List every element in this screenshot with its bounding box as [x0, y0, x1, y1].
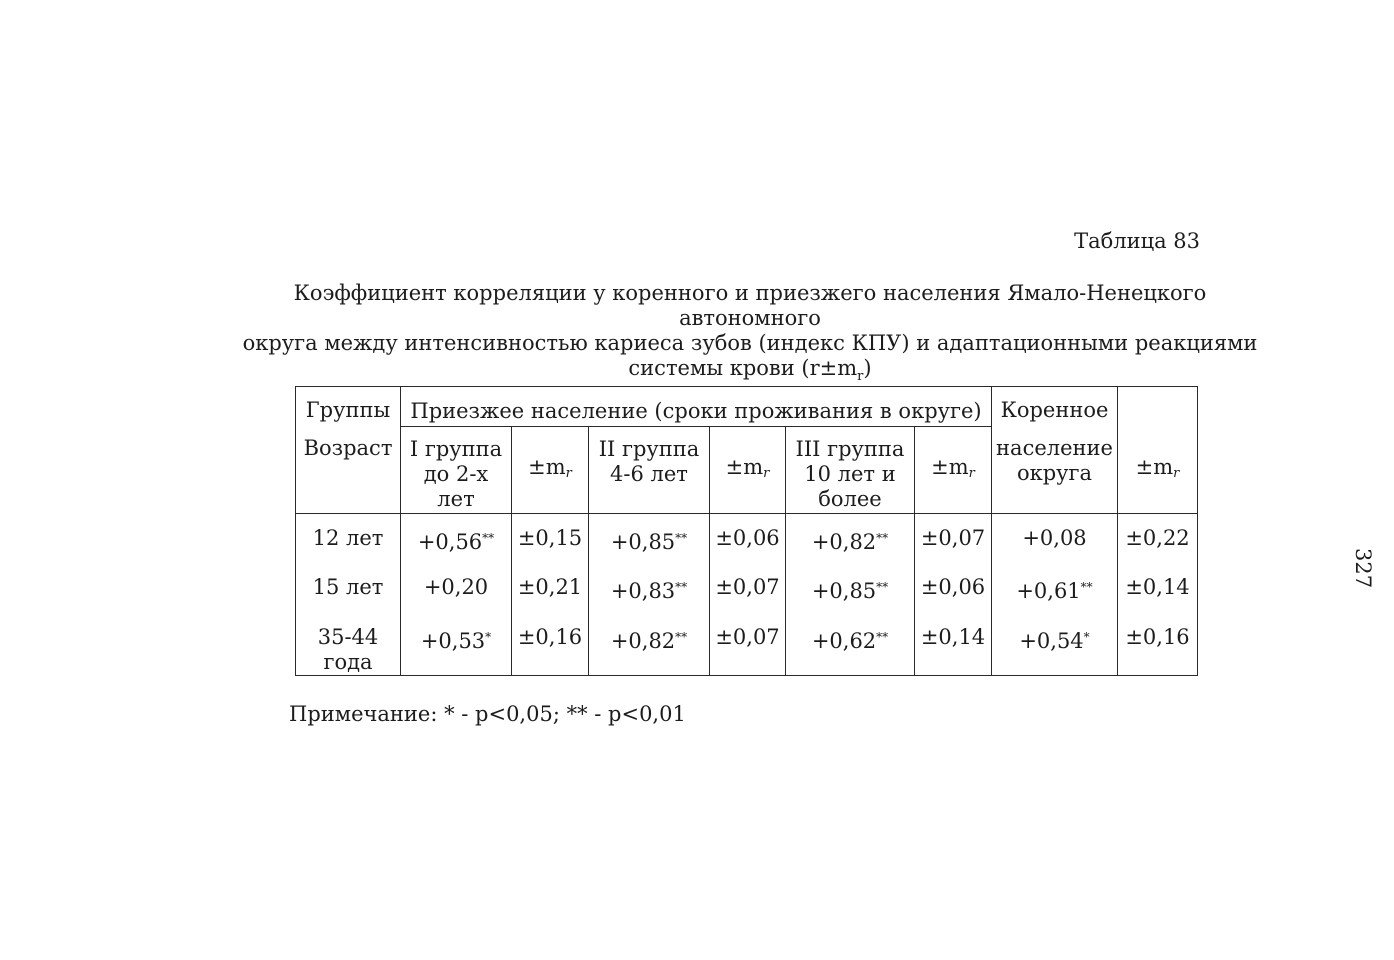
- table-cell: [786, 614, 915, 676]
- table-cell: [992, 564, 1118, 614]
- cell-value: ±0,14: [1125, 574, 1190, 599]
- row-age: [296, 514, 401, 564]
- significance-marker: **: [876, 531, 889, 545]
- significance-marker: **: [1080, 579, 1093, 594]
- table-cell: [915, 564, 992, 614]
- table-body: [296, 514, 1198, 676]
- header-pm-sub: r: [1173, 465, 1180, 481]
- header-native-line-2: население: [996, 436, 1113, 460]
- cell-value: ±0,06: [715, 526, 780, 550]
- table-cell: [512, 514, 589, 564]
- significance-marker: **: [675, 629, 688, 644]
- table-cell: [1118, 564, 1198, 614]
- header-group-3-line-2: 10 лет и: [804, 462, 896, 486]
- caption-subscript: r: [857, 369, 864, 385]
- caption-line-1: Коэффициент корреляции у коренного и приезжего населения Ямало-Ненецкого автономного: [293, 281, 1207, 330]
- significance-marker: **: [675, 531, 688, 545]
- table-cell: [710, 564, 786, 614]
- header-pm-main: ±m: [528, 454, 566, 479]
- caption-line-3-end: ): [863, 356, 872, 380]
- header-age: Возраст: [303, 436, 393, 460]
- correlation-table: [295, 386, 1198, 676]
- table-row: [296, 514, 1198, 564]
- table-cell: [992, 614, 1118, 676]
- header-group-1-line-3: лет: [437, 487, 475, 511]
- cell-value: ±0,14: [920, 624, 986, 649]
- table-cell: [710, 514, 786, 564]
- table-cell: [786, 564, 915, 614]
- table-cell: [589, 514, 710, 564]
- header-pm-main: ±m: [725, 454, 764, 479]
- cell-value: ±0,16: [517, 624, 583, 649]
- header-group-3: [786, 427, 915, 514]
- cell-value: +0,20: [423, 574, 489, 599]
- cell-value: ±0,06: [920, 574, 986, 599]
- table-number: Таблица 83: [1074, 229, 1200, 253]
- cell-value: +0,85: [610, 530, 676, 554]
- header-pm-main: ±m: [931, 454, 969, 479]
- significance-marker: **: [675, 579, 688, 594]
- page-number: 327: [1351, 548, 1375, 589]
- header-pm-sub: r: [968, 465, 975, 481]
- cell-value: +0,82: [610, 628, 676, 653]
- cell-value: +0,53: [420, 628, 486, 653]
- table-cell: [401, 514, 512, 564]
- row-age-line-1: 15 лет: [312, 574, 384, 599]
- caption-line-2: округа между интенсивностью кариеса зубов (индекс КПУ) и адаптационными реакциями: [242, 331, 1258, 355]
- cell-value: +0,56: [417, 530, 483, 554]
- table-cell: [992, 514, 1118, 564]
- cell-value: +0,82: [811, 530, 877, 554]
- cell-value: ±0,07: [715, 574, 780, 599]
- header-group-3-error: [915, 427, 992, 514]
- significance-marker: **: [876, 629, 889, 644]
- table-cell: [589, 564, 710, 614]
- header-group-1-error: [512, 427, 589, 514]
- significance-marker: *: [1083, 629, 1090, 644]
- header-group-2-line-2: 4-6 лет: [610, 462, 688, 486]
- header-group-1: [401, 427, 512, 514]
- table-cell: [710, 614, 786, 676]
- cell-value: +0,62: [811, 628, 877, 653]
- significance-marker: *: [485, 629, 492, 644]
- cell-value: +0,61: [1016, 578, 1081, 603]
- header-pm-sub: r: [763, 465, 770, 481]
- row-age-line-1: 12 лет: [312, 526, 384, 550]
- table-cell: [1118, 514, 1198, 564]
- header-native-line-3: округа: [1016, 461, 1093, 485]
- table-row: [296, 614, 1198, 676]
- cell-value: ±0,07: [715, 624, 780, 649]
- table-cell: [786, 514, 915, 564]
- caption-line-3-text: системы крови (r±m: [628, 356, 858, 380]
- header-group-3-line-1: III группа: [795, 437, 905, 461]
- header-group-2-line-1: II группа: [598, 437, 700, 461]
- table-cell: [915, 614, 992, 676]
- header-native-error: [1118, 387, 1198, 514]
- header-native: [992, 387, 1118, 514]
- header-group-1-line-1: I группа: [409, 437, 503, 461]
- table-cell: [401, 564, 512, 614]
- cell-value: ±0,22: [1125, 526, 1190, 550]
- cell-value: +0,54: [1019, 628, 1084, 653]
- cell-value: +0,85: [811, 578, 877, 603]
- row-age-line-2: года: [323, 649, 373, 674]
- table-cell: [401, 614, 512, 676]
- header-group-3-line-3: более: [818, 487, 882, 511]
- header-pm-main: ±m: [1135, 454, 1174, 479]
- table-cell: [512, 614, 589, 676]
- header-groups: Группы: [305, 398, 391, 422]
- header-groups-age: [296, 387, 401, 514]
- cell-value: ±0,16: [1125, 624, 1190, 649]
- header-group-2: [589, 427, 710, 514]
- header-pm-sub: r: [565, 465, 572, 481]
- row-age-line-1: 35-44: [317, 624, 379, 649]
- table-row: [296, 564, 1198, 614]
- cell-value: ±0,15: [517, 526, 583, 550]
- header-group-2-error: [710, 427, 786, 514]
- row-age: [296, 564, 401, 614]
- significance-marker: **: [482, 531, 495, 545]
- cell-value: +0,08: [1022, 526, 1087, 550]
- table-note: Примечание: * - p<0,05; ** - p<0,01: [289, 702, 686, 726]
- header-group-1-line-2: до 2-х: [423, 462, 489, 486]
- table-cell: [1118, 614, 1198, 676]
- caption-line-3: [230, 356, 1270, 389]
- significance-marker: **: [876, 579, 889, 594]
- table-cell: [915, 514, 992, 564]
- cell-value: ±0,07: [920, 526, 986, 550]
- table-cell: [512, 564, 589, 614]
- table-caption: [230, 281, 1270, 389]
- row-age: [296, 614, 401, 676]
- table-cell: [589, 614, 710, 676]
- header-incomers: Приезжее население (сроки проживания в округе): [401, 387, 992, 427]
- header-native-line-1: Коренное: [1000, 398, 1109, 422]
- cell-value: +0,83: [610, 578, 676, 603]
- cell-value: ±0,21: [517, 574, 583, 599]
